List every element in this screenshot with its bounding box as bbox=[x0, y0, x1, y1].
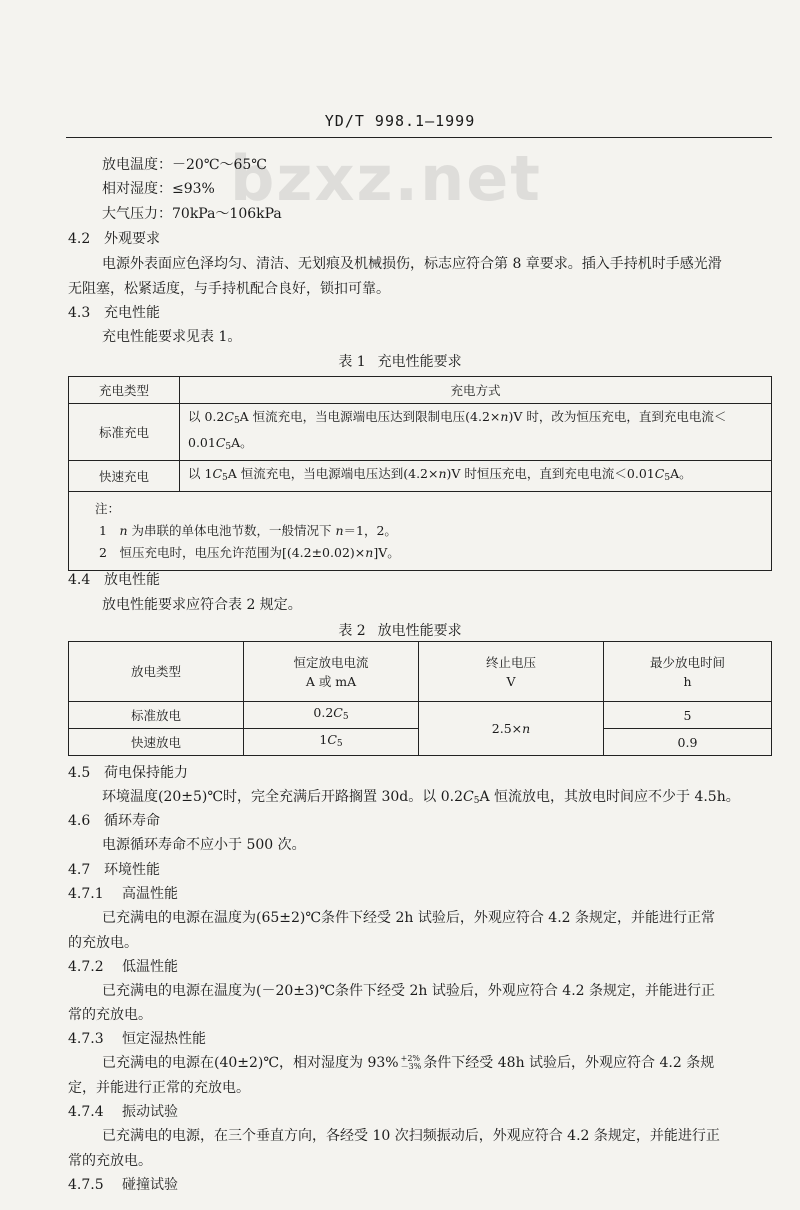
paragraph-line: 的充放电。 bbox=[68, 935, 138, 951]
paragraph-line: 无阻塞，松紧适度，与手持机配合良好，锁扣可靠。 bbox=[68, 281, 390, 297]
page-header: YD/T 998.1—1999 bbox=[324, 112, 476, 130]
section-4-7-1-heading bbox=[68, 885, 178, 903]
section-number: 4.7 bbox=[68, 862, 91, 878]
paragraph-line: 放电性能要求应符合表 2 规定。 bbox=[102, 597, 302, 613]
voltage-cell: 2.5×n bbox=[419, 702, 604, 756]
table-title: 充电性能要求 bbox=[377, 354, 462, 370]
section-4-6-heading bbox=[68, 812, 160, 830]
section-title: 振动试验 bbox=[122, 1104, 178, 1120]
charge-method-cell: 以 $0.2C_5A$ 恒流充电，当电源端电压达到限制电压(4.2×n)V 时，改为恒压充电，直到充电电流＜ $0.01C_5A$。 bbox=[180, 404, 772, 461]
section-number: 4.7.4 bbox=[68, 1104, 104, 1120]
column-header: 充电类型 bbox=[69, 377, 180, 404]
paragraph-line: 已充满电的电源，在三个垂直方向，各经受 10 次扫频振动后，外观应符合 4.2 条规定，并能进行正 bbox=[102, 1128, 720, 1144]
section-number: 4.4 bbox=[68, 572, 91, 588]
paragraph-line: 已充满电的电源在(40±2)℃，相对湿度为 93% +2% －3% 条件下经受 48h 试验后，外观应符合 4.2 条规 bbox=[102, 1054, 715, 1071]
section-number: 4.7.3 bbox=[68, 1031, 104, 1047]
table-row bbox=[69, 702, 772, 729]
paragraph-line: 已充满电的电源在温度为(－20±3)℃条件下经受 2h 试验后，外观应符合 4.2 条规定，并能进行正 bbox=[102, 983, 716, 999]
section-4-3-heading bbox=[68, 304, 160, 322]
section-number: 4.2 bbox=[68, 231, 91, 247]
section-title: 放电性能 bbox=[104, 572, 160, 588]
column-header: 放电类型 bbox=[69, 642, 244, 702]
table-row bbox=[69, 461, 772, 492]
table-row bbox=[69, 404, 772, 461]
section-number: 4.3 bbox=[68, 305, 91, 321]
table-note-row bbox=[69, 492, 772, 571]
time-cell: 5 bbox=[604, 702, 772, 729]
time-cell: 0.9 bbox=[604, 729, 772, 756]
table-1-caption bbox=[0, 351, 800, 371]
section-number: 4.5 bbox=[68, 765, 91, 781]
section-4-2-heading bbox=[68, 230, 160, 248]
section-4-7-2-heading bbox=[68, 958, 178, 976]
table-number: 表 2 bbox=[338, 623, 366, 639]
paragraph-line: 环境温度(20±5)℃时，完全充满后开路搁置 30d。以 $0.2C_5A$ 恒流放电，其放电时间应不少于 4.5h。 bbox=[102, 789, 740, 806]
section-title: 外观要求 bbox=[104, 231, 160, 247]
section-title: 循环寿命 bbox=[104, 813, 160, 829]
header-rule bbox=[66, 137, 772, 138]
column-header: 最少放电时间 h bbox=[604, 642, 772, 702]
section-title: 充电性能 bbox=[104, 305, 160, 321]
section-number: 4.7.2 bbox=[68, 959, 104, 975]
section-title: 碰撞试验 bbox=[122, 1177, 178, 1193]
section-4-5-heading bbox=[68, 764, 188, 782]
charge-type-cell: 标准充电 bbox=[69, 404, 180, 461]
section-title: 恒定湿热性能 bbox=[122, 1031, 206, 1047]
section-4-7-5-heading bbox=[68, 1176, 178, 1194]
column-header: 充电方式 bbox=[180, 377, 772, 404]
table-2-caption bbox=[0, 620, 800, 640]
discharge-temp-line: 放电温度：－20℃～65℃ bbox=[102, 157, 267, 173]
section-title: 高温性能 bbox=[122, 886, 178, 902]
paragraph-line: 定，并能进行正常的充放电。 bbox=[68, 1080, 250, 1096]
section-title: 低温性能 bbox=[122, 959, 178, 975]
charge-method-cell: 以 $1C_5A$ 恒流充电，当电源端电压达到(4.2×n)V 时恒压充电，直到充电电流$<0.01C_5A$。 bbox=[180, 461, 772, 492]
current-cell: $1C_5$ bbox=[244, 729, 419, 756]
section-4-7-3-heading bbox=[68, 1030, 206, 1048]
section-4-7-4-heading bbox=[68, 1103, 178, 1121]
section-title: 荷电保持能力 bbox=[104, 765, 188, 781]
current-cell: $0.2C_5$ bbox=[244, 702, 419, 729]
section-title: 环境性能 bbox=[104, 862, 160, 878]
paragraph-line: 充电性能要求见表 1。 bbox=[102, 329, 242, 345]
column-header: 终止电压 V bbox=[419, 642, 604, 702]
section-4-4-heading bbox=[68, 571, 160, 589]
humidity-line: 相对湿度：≤93% bbox=[102, 181, 215, 197]
table-note: 注： 1 n 为串联的单体电池节数，一般情况下 n＝1，2。 2 恒压充电时，电压允许范围为[(4.2±0.02)×n]V。 bbox=[69, 492, 772, 571]
section-number: 4.7.5 bbox=[68, 1177, 104, 1193]
table-title: 放电性能要求 bbox=[377, 623, 462, 639]
discharge-type-cell: 快速放电 bbox=[69, 729, 244, 756]
section-number: 4.7.1 bbox=[68, 886, 104, 902]
charging-performance-table bbox=[68, 376, 772, 571]
discharge-performance-table bbox=[68, 641, 772, 756]
pressure-line: 大气压力：70kPa～106kPa bbox=[102, 206, 282, 222]
section-4-7-heading bbox=[68, 861, 160, 879]
watermark: bzxz.net bbox=[230, 142, 542, 215]
paragraph-line: 已充满电的电源在温度为(65±2)℃条件下经受 2h 试验后，外观应符合 4.2 条规定，并能进行正常 bbox=[102, 910, 716, 926]
paragraph-line: 常的充放电。 bbox=[68, 1007, 152, 1023]
charge-type-cell: 快速充电 bbox=[69, 461, 180, 492]
table-number: 表 1 bbox=[338, 354, 366, 370]
paragraph-line: 电源循环寿命不应小于 500 次。 bbox=[102, 837, 306, 853]
discharge-type-cell: 标准放电 bbox=[69, 702, 244, 729]
paragraph-line: 电源外表面应色泽均匀、清洁、无划痕及机械损伤，标志应符合第 8 章要求。插入手持机时手感光滑 bbox=[102, 256, 722, 272]
column-header: 恒定放电电流 A 或 mA bbox=[244, 642, 419, 702]
paragraph-line: 常的充放电。 bbox=[68, 1153, 152, 1169]
section-number: 4.6 bbox=[68, 813, 91, 829]
